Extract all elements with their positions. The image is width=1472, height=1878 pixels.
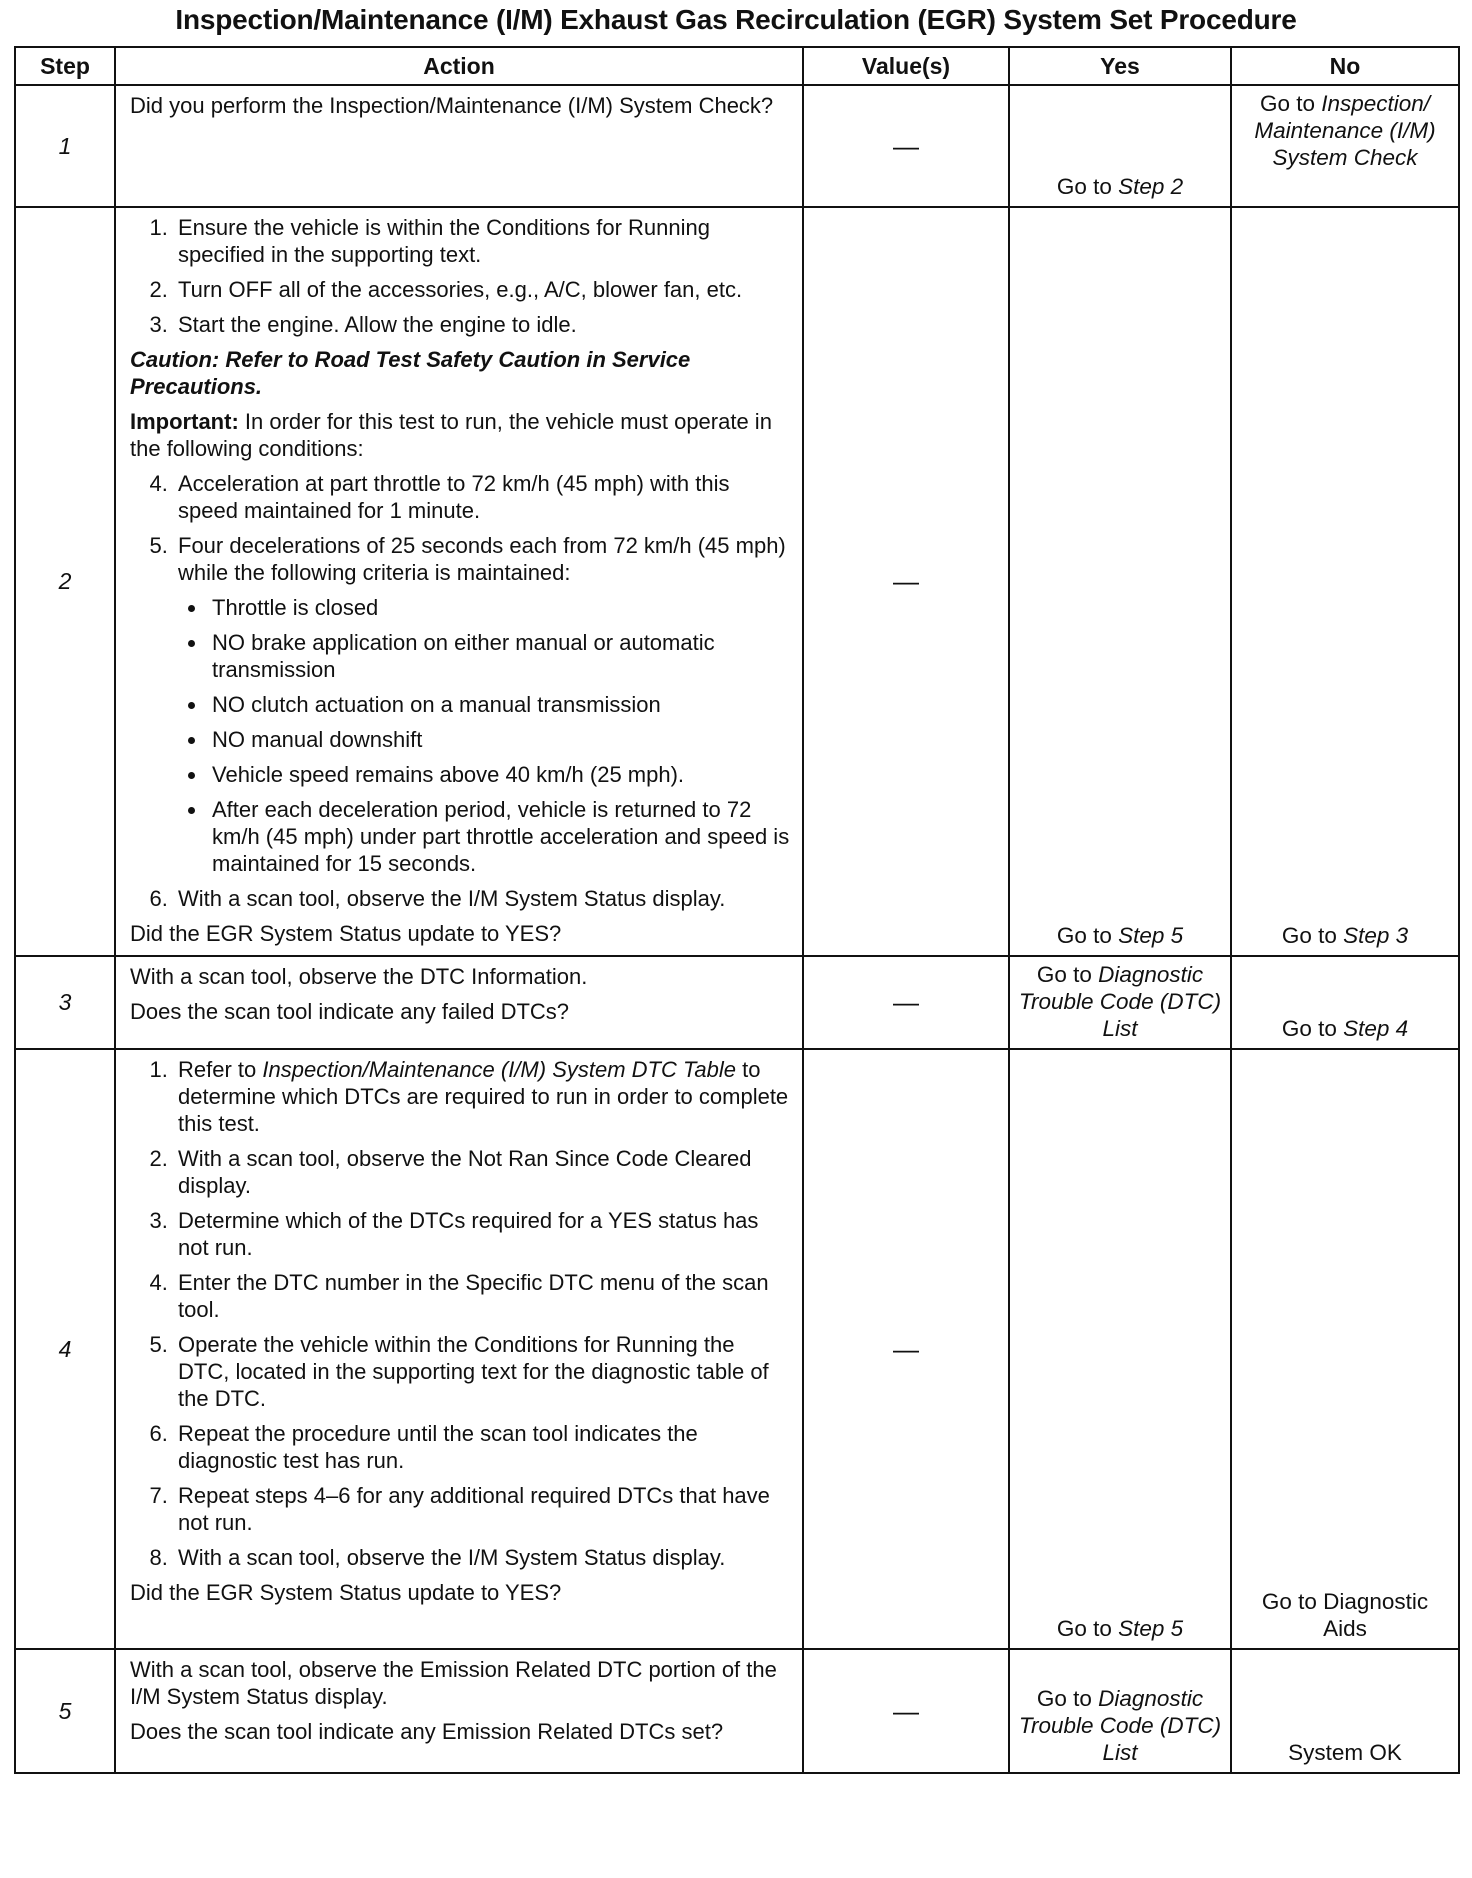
yes-target: Diagnostic Trouble Code (DTC) List xyxy=(1018,1686,1222,1765)
list-item: 2. With a scan tool, observe the Not Ran Since Code Cleared display. xyxy=(174,1145,790,1199)
instruction-list xyxy=(130,470,790,912)
list-item: 8. With a scan tool, observe the I/M System Status display. xyxy=(174,1544,790,1571)
action-cell xyxy=(115,1049,803,1649)
list-item: 1. Refer to Inspection/Maintenance (I/M) System DTC Table to determine which DTCs are required to run in order to complete this test. xyxy=(174,1056,790,1137)
no-cell: Go to Diagnostic Aids xyxy=(1231,1049,1459,1649)
list-item: 6. With a scan tool, observe the I/M System Status display. xyxy=(174,885,790,912)
list-item: • Throttle is closed xyxy=(208,594,790,621)
step-number: 4 xyxy=(15,1049,115,1649)
no-target: Inspection/ Maintenance (I/M) System Check xyxy=(1254,91,1436,170)
header-no: No xyxy=(1231,47,1459,85)
no-cell: System OK xyxy=(1231,1649,1459,1773)
question: Does the scan tool indicate any Emission Related DTCs set? xyxy=(130,1719,724,1744)
value-cell: — xyxy=(803,85,1009,207)
action-cell xyxy=(115,85,803,207)
page-title: Inspection/Maintenance (I/M) Exhaust Gas Recirculation (EGR) System Set Procedure xyxy=(175,4,1297,35)
yes-cell: Go to Diagnostic Trouble Code (DTC) List xyxy=(1009,956,1231,1049)
list-item: 3. Start the engine. Allow the engine to idle. xyxy=(174,311,790,338)
header-step: Step xyxy=(15,47,115,85)
list-item: 3. Determine which of the DTCs required for a YES status has not run. xyxy=(174,1207,790,1261)
no-cell: Go to Inspection/ Maintenance (I/M) System Check xyxy=(1231,85,1459,207)
step-number: 1 xyxy=(15,85,115,207)
important-note: Important: In order for this test to run, the vehicle must operate in the following conditions: xyxy=(130,409,772,461)
header-action: Action xyxy=(115,47,803,85)
list-item: • NO manual downshift xyxy=(208,726,790,753)
question: Did you perform the Inspection/Maintenance (I/M) System Check? xyxy=(130,93,774,118)
table-row-step-4 xyxy=(15,1049,1459,1649)
caution-note: Caution: Refer to Road Test Safety Caution in Service Precautions. xyxy=(130,347,691,399)
list-item: 5. Four decelerations of 25 seconds each from 72 km/h (45 mph) while the following criteria is maintained: • Throttle is closed • NO brake application on either manual or automatic transmission • NO clutch actuation on a manual transmission • NO manual downshift • Vehicle speed remains above 40 km/h (25 mph). • After each deceleration period, vehicle is returned to 72 km/h (45 mph) under part throttle acceleration and speed is maintained for 15 seconds. xyxy=(174,532,790,877)
yes-cell: Go to Step 5 xyxy=(1009,207,1231,956)
action-cell xyxy=(115,207,803,956)
header-yes: Yes xyxy=(1009,47,1231,85)
instruction: With a scan tool, observe the Emission Related DTC portion of the I/M System Status display. xyxy=(130,1657,777,1709)
criteria-list xyxy=(178,594,790,877)
value-cell: — xyxy=(803,1649,1009,1773)
list-item: 4. Acceleration at part throttle to 72 km/h (45 mph) with this speed maintained for 1 minute. xyxy=(174,470,790,524)
question: Does the scan tool indicate any failed DTCs? xyxy=(130,999,570,1024)
value-cell: — xyxy=(803,956,1009,1049)
step-number: 3 xyxy=(15,956,115,1049)
question: Did the EGR System Status update to YES? xyxy=(130,921,562,946)
list-item: • NO clutch actuation on a manual transmission xyxy=(208,691,790,718)
no-cell: Go to Step 4 xyxy=(1231,956,1459,1049)
table-row-step-3 xyxy=(15,956,1459,1049)
reference-link: Inspection/Maintenance (I/M) System DTC Table xyxy=(262,1057,736,1082)
yes-cell: Go to Step 5 xyxy=(1009,1049,1231,1649)
value-cell: — xyxy=(803,207,1009,956)
list-item: 2. Turn OFF all of the accessories, e.g., A/C, blower fan, etc. xyxy=(174,276,790,303)
step-number: 5 xyxy=(15,1649,115,1773)
header-values: Value(s) xyxy=(803,47,1009,85)
value-cell: — xyxy=(803,1049,1009,1649)
instruction: With a scan tool, observe the DTC Information. xyxy=(130,964,588,989)
list-item: • After each deceleration period, vehicle is returned to 72 km/h (45 mph) under part throttle acceleration and speed is maintained for 15 seconds. xyxy=(208,796,790,877)
action-cell xyxy=(115,956,803,1049)
list-item: 6. Repeat the procedure until the scan tool indicates the diagnostic test has run. xyxy=(174,1420,790,1474)
step-number: 2 xyxy=(15,207,115,956)
yes-target: Step 2 xyxy=(1118,174,1184,199)
action-cell xyxy=(115,1649,803,1773)
question: Did the EGR System Status update to YES? xyxy=(130,1580,562,1605)
table-row-step-5 xyxy=(15,1649,1459,1773)
list-item: • NO brake application on either manual or automatic transmission xyxy=(208,629,790,683)
table-row-step-2 xyxy=(15,207,1459,956)
yes-target: Diagnostic Trouble Code (DTC) List xyxy=(1018,962,1222,1041)
no-target: Step 3 xyxy=(1343,923,1409,948)
yes-target: Step 5 xyxy=(1118,923,1184,948)
list-item: 7. Repeat steps 4–6 for any additional required DTCs that have not run. xyxy=(174,1482,790,1536)
yes-target: Step 5 xyxy=(1118,1616,1184,1641)
procedure-table xyxy=(14,46,1460,1774)
table-row-step-1 xyxy=(15,85,1459,207)
header-row xyxy=(15,47,1459,85)
list-item: 5. Operate the vehicle within the Conditions for Running the DTC, located in the supporting text for the diagnostic table of the DTC. xyxy=(174,1331,790,1412)
no-cell: Go to Step 3 xyxy=(1231,207,1459,956)
yes-cell: Go to Diagnostic Trouble Code (DTC) List xyxy=(1009,1649,1231,1773)
instruction-list xyxy=(130,1056,790,1571)
yes-cell: Go to Step 2 xyxy=(1009,85,1231,207)
list-item: 4. Enter the DTC number in the Specific DTC menu of the scan tool. xyxy=(174,1269,790,1323)
list-item: 1. Ensure the vehicle is within the Conditions for Running specified in the supporting text. xyxy=(174,214,790,268)
list-item: • Vehicle speed remains above 40 km/h (25 mph). xyxy=(208,761,790,788)
no-target: Step 4 xyxy=(1343,1016,1409,1041)
instruction-list xyxy=(130,214,790,338)
